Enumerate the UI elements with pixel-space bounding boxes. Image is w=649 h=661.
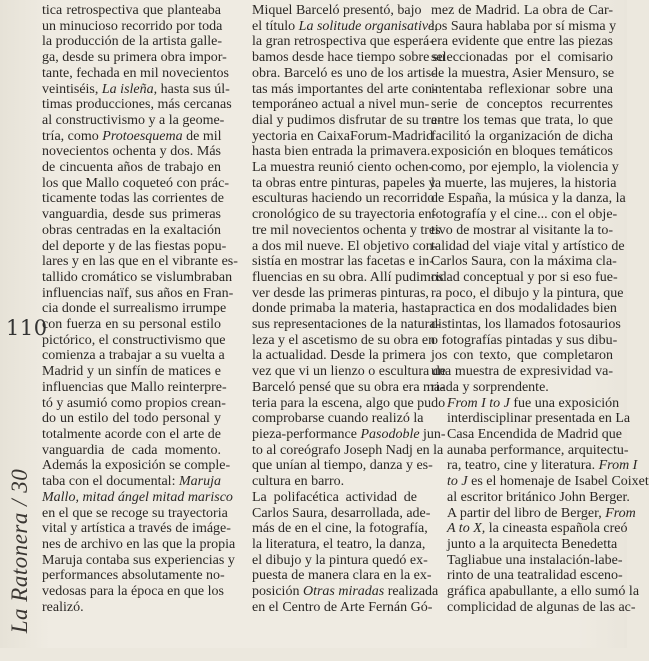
- text-line: obra. Barceló es uno de los artis-: [252, 65, 436, 81]
- text-line: en el Centro de Arte Fernán Gó-: [252, 599, 433, 615]
- text-line: to J es el homenaje de Isabel Coixet: [447, 474, 649, 490]
- text-line: Miquel Barceló presentó, bajo: [252, 3, 422, 18]
- text-line: serie de conceptos recurrentes: [431, 97, 613, 113]
- text-line: veintiséis, La isleña, hasta sus úl-: [42, 81, 230, 97]
- text-line: donde primaba la materia, hasta: [252, 301, 431, 317]
- text-line: leza y el ascetismo de su obra en: [252, 332, 436, 348]
- text-line: tallido cromático se vislumbraban: [42, 269, 233, 285]
- text-line: to al coreógrafo Joseph Nadj en la: [252, 442, 444, 458]
- text-line: complicidad de algunas de las ac-: [447, 599, 636, 615]
- paragraph: [431, 395, 649, 616]
- text-line: Barceló pensé que su obra era ma-: [252, 379, 445, 395]
- text-line: el título La solitude organisative,: [252, 18, 438, 34]
- text-line: A to X, la cineasta española creó: [447, 521, 628, 537]
- text-line: los Saura hablaba por sí misma y: [431, 18, 617, 34]
- text-line: ra, teatro, cine y literatura. From I: [447, 458, 638, 474]
- text-line: tría, como Protoesquema de mil: [42, 128, 222, 144]
- text-line: ra poco, el dibujo y la pintura, que: [431, 285, 624, 301]
- text-line: interdisciplinar presentada en La: [447, 411, 631, 427]
- text-line: posición Otras miradas realizada: [252, 584, 439, 600]
- text-line: intentaba reflexionar sobre una: [431, 81, 613, 97]
- text-line: riada y sorprendente.: [431, 379, 549, 395]
- text-line: tó y asumió como propios crean-: [42, 395, 226, 411]
- text-line: tante, fechada en mil novecientos: [42, 65, 229, 81]
- text-line: vital y artística a través de imáge-: [42, 521, 231, 537]
- text-column-1: [42, 3, 238, 615]
- text-line: junto a la arquitecta Benedetta: [447, 536, 618, 552]
- text-line: totalmente acorde con el arte de: [42, 426, 221, 442]
- text-line: una muestra de expresividad va-: [431, 364, 613, 380]
- text-line: obras centradas en la exaltación: [42, 222, 221, 238]
- text-line: era evidente que entre las piezas: [431, 34, 613, 50]
- page-number: 110: [6, 316, 48, 340]
- text-line: o fotografías pintadas y sus dibu-: [431, 332, 618, 348]
- text-line: A partir del libro de Berger, From: [447, 505, 636, 521]
- paragraph: [236, 3, 446, 490]
- running-title: La Ratonera / 30: [7, 468, 32, 634]
- text-line: tivo de mostrar al visitante la to-: [431, 222, 613, 238]
- text-line: dial y pudimos disfrutar de su tra-: [252, 112, 442, 128]
- text-line: From I to J fue una exposición: [447, 395, 620, 411]
- text-line: Mallo, mitad ángel mitad marisco: [42, 489, 233, 505]
- text-line: vez que vi un lienzo o escultura de: [252, 364, 446, 380]
- text-line: tica retrospectiva que planteaba: [42, 3, 221, 18]
- text-line: en el que se recoge su trayectoria: [42, 505, 228, 521]
- text-line: timas producciones, más cercanas: [42, 97, 232, 113]
- text-line: los que Mallo coqueteó con prác-: [42, 175, 229, 191]
- text-line: Tagliabue una instalación-labe-: [447, 552, 623, 568]
- text-line: al constructivismo y a la geome-: [42, 112, 225, 128]
- text-line: puesta de manera clara en la ex-: [252, 568, 432, 584]
- text-line: esculturas haciendo un recorrido: [252, 191, 435, 207]
- text-line: mez de Madrid. La obra de Car-: [431, 3, 613, 18]
- text-line: de España, la música y la danza, la: [431, 191, 626, 207]
- paragraph: [236, 489, 439, 616]
- text-line: la muerte, las mujeres, la historia: [431, 175, 617, 191]
- text-line: la gran retrospectiva que esperá-: [252, 34, 434, 50]
- text-line: novecientos ochenta y dos. Más: [42, 144, 221, 160]
- text-line: comprobarse cuando realizó la: [252, 411, 424, 427]
- text-line: comienza a trabajar a su vuelta a: [42, 348, 225, 364]
- text-line: ta obras entre pinturas, papeles y: [252, 175, 436, 191]
- text-line: que unían al tiempo, danza y es-: [252, 458, 433, 474]
- text-column-2: [236, 3, 446, 615]
- paragraph: [431, 3, 626, 396]
- text-line: al escritor británico John Berger.: [447, 489, 630, 505]
- text-line: ticamente todas las corrientes de: [42, 191, 224, 207]
- text-line: exposición en bloques temáticos: [431, 144, 613, 160]
- text-line: seleccionadas por el comisario: [431, 50, 613, 66]
- text-line: la actualidad. Desde la primera: [252, 348, 426, 364]
- text-line: ridad conceptual y por si eso fue-: [431, 269, 618, 285]
- text-line: distintas, los llamados fotosaurios: [431, 317, 621, 333]
- text-line: do un estilo del todo personal y: [42, 411, 221, 427]
- text-line: a dos mil nueve. El objetivo con-: [252, 238, 438, 254]
- text-line: taba con el documental: Maruja: [42, 474, 221, 490]
- text-line: la producción de la artista galle-: [42, 34, 222, 50]
- text-line: yectoria en CaixaForum-Madrid: [252, 128, 434, 144]
- text-line: vedosas para la época en que los: [42, 584, 224, 600]
- text-line: talidad del viaje vital y artístico de: [431, 238, 625, 254]
- text-line: tas más importantes del arte con-: [252, 81, 437, 97]
- text-line: bamos desde hace tiempo sobre su: [252, 50, 446, 66]
- text-line: lares y en las que en el vibrante es-: [42, 254, 238, 270]
- text-line: como, por ejemplo, la violencia y: [431, 160, 619, 176]
- text-line: Además la exposición se comple-: [42, 458, 231, 474]
- text-line: jos con texto, que completaron: [431, 348, 613, 364]
- text-line: gráfica apabullante, a ello sumó la: [447, 584, 640, 600]
- text-line: influencias que Mallo reinterpre-: [42, 379, 227, 395]
- text-line: Madrid y un sinfín de matices e: [42, 364, 221, 380]
- text-line: la literatura, el teatro, la danza,: [252, 536, 426, 552]
- paragraph: [42, 3, 238, 615]
- text-line: fotografía y el cine... con el obje-: [431, 207, 618, 223]
- text-line: temporáneo actual a nivel mun-: [252, 97, 430, 113]
- text-line: tre mil novecientos ochenta y tres: [252, 222, 441, 238]
- text-line: pieza-performance Pasodoble jun-: [252, 426, 446, 442]
- text-column-3: [431, 3, 649, 615]
- text-line: más de en el cine, la fotografía,: [252, 521, 428, 537]
- text-line: rinto de una teatralidad esceno-: [447, 568, 623, 584]
- text-line: La polifacética actividad de: [252, 489, 417, 505]
- text-line: vanguardia, desde sus primeras: [42, 207, 221, 223]
- text-line: vanguardia de cada momento.: [42, 442, 221, 458]
- text-line: pictórico, el constructivismo que: [42, 332, 226, 348]
- text-line: cia donde el surrealismo irrumpe: [42, 301, 227, 317]
- text-line: sistía en mostrar las facetas e in-: [252, 254, 434, 270]
- text-line: Carlos Saura, desarrollada, ade-: [252, 505, 431, 521]
- text-line: cronológico de su trayectoria en-: [252, 207, 437, 223]
- text-line: del deporte y de las fiestas popu-: [42, 238, 227, 254]
- text-line: fluencias en su obra. Allí pudimos: [252, 269, 444, 285]
- text-line: el dibujo y la pintura quedó ex-: [252, 552, 428, 568]
- text-line: performances absolutamente no-: [42, 568, 225, 584]
- text-line: facilitó la organización de dicha: [431, 128, 613, 144]
- text-line: Maruja contaba sus experiencias y: [42, 552, 235, 568]
- text-line: ga, desde su primera obra impor-: [42, 50, 227, 66]
- text-line: nes de archivo en las que la propia: [42, 536, 236, 552]
- text-line: Casa Encendida de Madrid que: [447, 426, 622, 442]
- text-line: sus representaciones de la natura-: [252, 317, 441, 333]
- text-line: realizó.: [42, 599, 84, 615]
- text-line: teria para la escena, algo que pudo: [252, 395, 446, 411]
- text-line: aunaba performance, arquitectu-: [447, 442, 629, 458]
- text-line: entre los temas que trata, lo que: [431, 112, 613, 128]
- text-line: de cincuenta años de trabajo en: [42, 160, 221, 176]
- text-line: practica en dos modalidades bien: [431, 301, 617, 317]
- text-line: de la muestra, Asier Mensuro, se: [431, 65, 615, 81]
- text-line: cultura en barro.: [252, 474, 345, 490]
- text-line: Carlos Saura, con la máxima cla-: [431, 254, 617, 270]
- text-line: influencias naïf, sus años en Fran-: [42, 285, 234, 301]
- text-line: La muestra reunió ciento ochen-: [252, 160, 434, 176]
- text-line: un minucioso recorrido por toda: [42, 18, 223, 34]
- text-line: hasta bien entrada la primavera.: [252, 144, 431, 160]
- text-line: con fuerza en su personal estilo: [42, 317, 221, 333]
- text-line: ver desde las primeras pinturas,: [252, 285, 429, 301]
